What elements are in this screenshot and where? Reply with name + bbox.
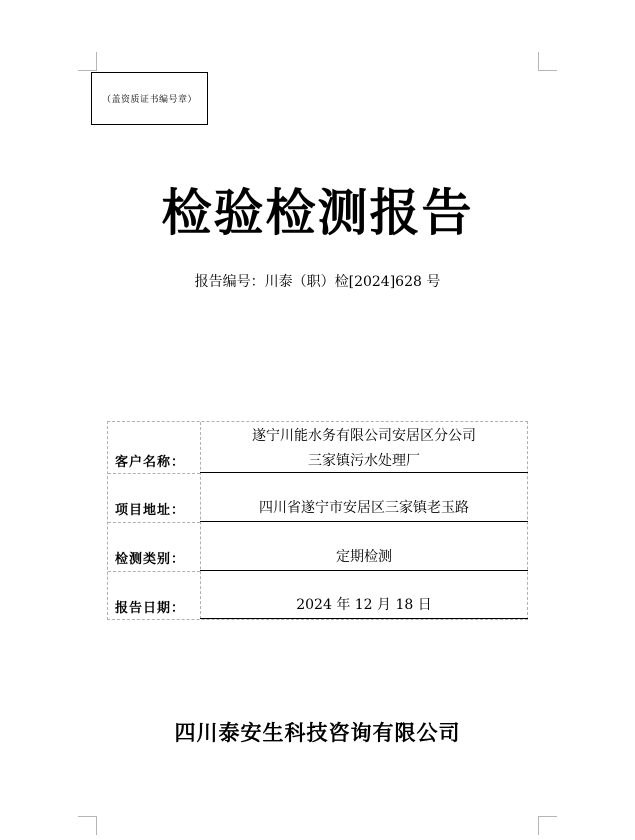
address-label: 项目地址： (115, 503, 186, 518)
client-label: 客户名称： (115, 455, 186, 470)
issuing-company: 四川泰安生科技咨询有限公司 (174, 721, 461, 745)
category-label: 检测类别： (115, 552, 186, 567)
date-label: 报告日期： (115, 601, 186, 616)
report-title: 检验检测报告 (161, 184, 474, 242)
report-number: 报告编号：川泰（职）检[2024]628 号 (194, 274, 441, 290)
client-name-line2: 三家镇污水处理厂 (308, 453, 420, 469)
category-underline (200, 570, 528, 571)
date-value: 2024 年 12 月 18 日 (296, 597, 432, 613)
crop-mark-bottom-left (78, 816, 97, 835)
address-value: 四川省遂宁市安居区三家镇老玉路 (259, 500, 469, 516)
client-name-line1: 遂宁川能水务有限公司安居区分公司 (252, 428, 476, 444)
crop-mark-top-right (538, 52, 557, 71)
address-row (108, 474, 527, 523)
address-underline (200, 521, 528, 522)
info-table (107, 421, 528, 620)
client-underline (200, 472, 528, 473)
client-row (108, 422, 527, 474)
stamp-placeholder-box (91, 72, 208, 125)
date-row (108, 572, 527, 620)
category-value: 定期检测 (336, 549, 392, 565)
date-underline (200, 618, 528, 619)
category-row (108, 523, 527, 572)
crop-mark-top-left (78, 52, 97, 71)
crop-mark-bottom-right (538, 816, 557, 835)
stamp-note: （盖资质证书编号章） (101, 95, 197, 105)
